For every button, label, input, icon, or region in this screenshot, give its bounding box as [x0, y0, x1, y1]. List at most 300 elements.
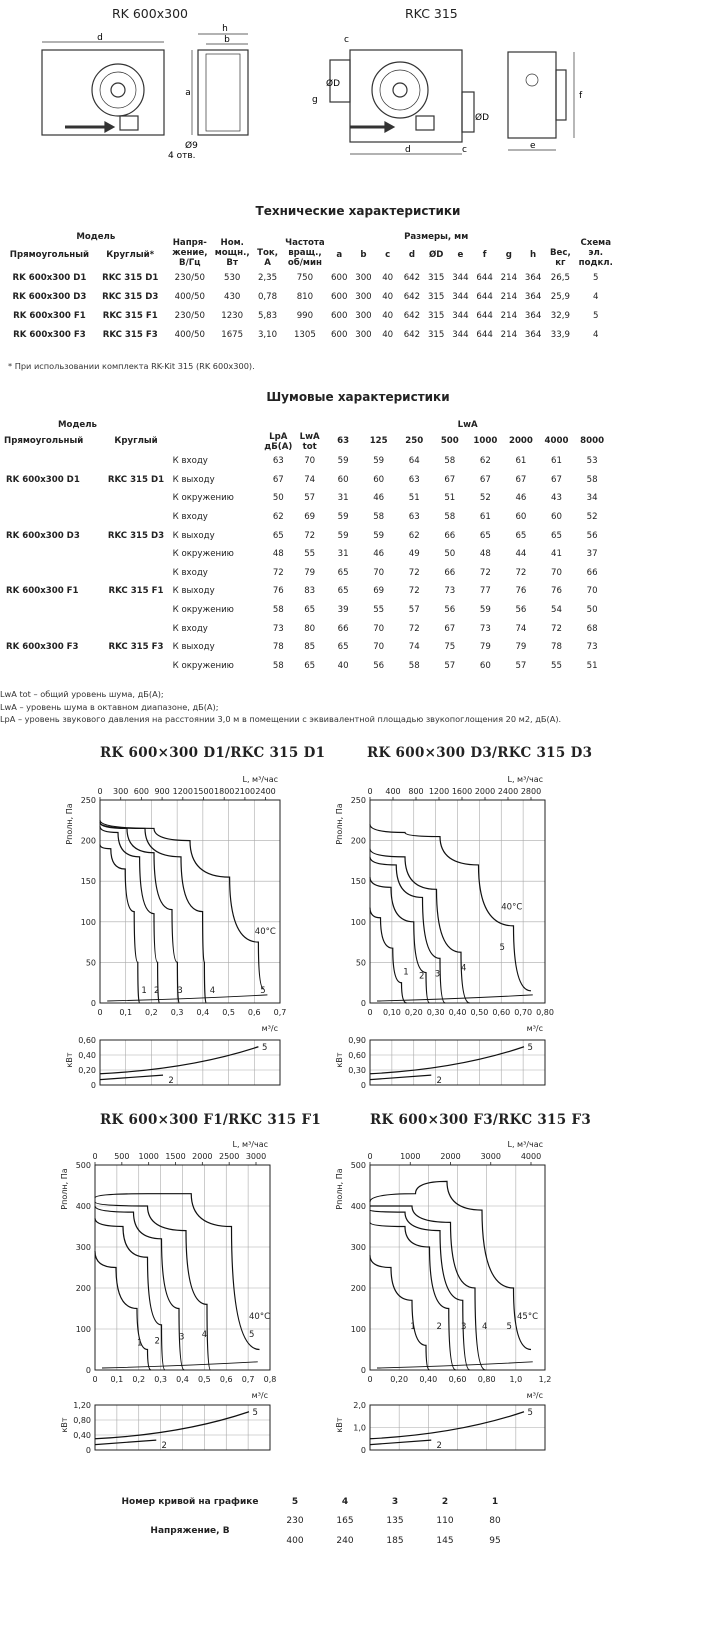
noise-cell: 74: [304, 474, 316, 485]
tech-h-power: Ном. мощн., Вт: [214, 238, 250, 268]
curve-num: 3: [391, 1497, 399, 1507]
x2-tick-label: 900: [154, 787, 170, 796]
noise-cell: 72: [479, 567, 491, 578]
y-tick-label: 300: [350, 1243, 366, 1252]
tech-cell: RKC 315 F3: [102, 329, 158, 340]
y-tick-label: 0: [360, 999, 366, 1008]
curve-num: 4: [341, 1497, 349, 1507]
tech-cell: 40: [382, 291, 394, 302]
x-tick-label: 0,2: [132, 1375, 146, 1384]
noise-cell: 69: [304, 512, 316, 523]
tech-h-dim-a: a: [336, 250, 343, 260]
power-y-tick-label: 0,30: [348, 1066, 366, 1075]
x-tick-label: 0: [367, 1375, 373, 1384]
curve-label: 3: [461, 1322, 467, 1332]
tech-h-dim-f: f: [482, 250, 487, 260]
noise-cell: RKC 315 F1: [108, 586, 164, 597]
y-tick-label: 0: [360, 1366, 366, 1375]
note-lwa: LwA – уровень шума в октавном диапазоне, дБ(А);: [0, 701, 219, 712]
noise-cell: 76: [272, 586, 284, 597]
noise-cell: К выходу: [172, 530, 215, 541]
voltage-value: 95: [489, 1536, 501, 1546]
x-tick-label: 0,20: [404, 1008, 423, 1017]
x2-tick-label: 1500: [193, 787, 214, 796]
curve-label: 1: [410, 1322, 416, 1332]
noise-cell: 67: [444, 623, 456, 634]
noise-cell: 70: [373, 623, 385, 634]
noise-cell: 66: [586, 567, 598, 578]
power-y-tick-label: 1,20: [73, 1401, 91, 1410]
curve-label: 4: [482, 1322, 488, 1332]
noise-cell: 48: [272, 549, 284, 560]
noise-cell: 50: [586, 605, 598, 616]
power-y-tick-label: 0: [360, 1446, 366, 1455]
tech-h-volt: Напря- жение, В/Гц: [172, 238, 208, 268]
noise-cell: 57: [304, 493, 316, 504]
noise-cell: 31: [337, 493, 349, 504]
noise-cell: 79: [515, 642, 527, 653]
tech-cell: 750: [296, 272, 314, 283]
noise-cell: 78: [551, 642, 562, 653]
noise-cell: 60: [373, 474, 385, 485]
tech-h-dim-b: b: [360, 250, 367, 260]
voltage-value: 80: [489, 1516, 501, 1526]
noise-cell: 74: [515, 623, 527, 634]
noise-cell: 51: [586, 660, 598, 671]
power-y-tick-label: 0: [90, 1081, 96, 1090]
power-y-tick-label: 0,60: [348, 1051, 366, 1060]
rk-dim-h: h: [222, 24, 228, 34]
power-y-axis-label: кВт: [60, 1417, 69, 1433]
noise-cell: 62: [272, 512, 284, 523]
noise-cell: 55: [551, 660, 562, 671]
fan-curve-1: [100, 845, 140, 1003]
tech-cell: 33,9: [550, 329, 570, 340]
noise-cell: 72: [515, 567, 527, 578]
tech-title: Технические характеристики: [255, 204, 461, 218]
curve-label: 3: [179, 1332, 185, 1343]
noise-cell: 63: [408, 474, 420, 485]
noise-cell: 72: [408, 567, 420, 578]
tech-cell: 32,9: [550, 310, 570, 321]
tech-cell: 4: [593, 329, 599, 340]
noise-cell: 39: [337, 605, 349, 616]
power-curve-2: [100, 1075, 163, 1080]
noise-cell: 67: [479, 474, 491, 485]
curve-label: 4: [209, 985, 216, 996]
tech-cell: 810: [296, 291, 314, 302]
curve-num: 1: [491, 1497, 499, 1507]
tech-cell: 230/50: [174, 310, 205, 321]
tech-cell: 300: [355, 291, 372, 302]
y-axis-label: Pполн, Па: [335, 803, 344, 845]
noise-cell: 31: [337, 549, 349, 560]
curve-label: 5: [260, 985, 266, 996]
tech-cell: 214: [500, 310, 518, 321]
rkc-dim-e: e: [530, 141, 536, 151]
voltage-value: 145: [436, 1536, 454, 1546]
noise-cell: 67: [515, 474, 527, 485]
noise-cell: 70: [551, 567, 562, 578]
power-curve-label: 2: [436, 1440, 442, 1451]
noise-h-f63: 63: [337, 436, 350, 446]
noise-cell: К выходу: [172, 586, 215, 597]
tech-cell: 642: [403, 310, 421, 321]
noise-h-lwa-tot: LwA tot: [299, 432, 320, 452]
tech-cell: 0,78: [257, 291, 278, 302]
tech-cell: 3,10: [257, 329, 278, 340]
noise-h-f1000: 1000: [473, 436, 498, 446]
x-tick-label: 0,4: [196, 1008, 210, 1017]
voltage-230-row: [110, 1511, 520, 1531]
noise-cell: 65: [337, 567, 349, 578]
x2-tick-label: 3000: [245, 1152, 267, 1161]
y-tick-label: 500: [75, 1161, 91, 1170]
fan-curve-3: [100, 822, 179, 1003]
tech-cell: RK 600x300 D1: [12, 272, 87, 283]
noise-cell: 49: [408, 549, 420, 560]
x2-tick-label: 4000: [520, 1152, 542, 1161]
noise-cell: 54: [551, 605, 562, 616]
x-tick-label: 0,50: [470, 1008, 489, 1017]
tech-cell: RKC 315 D1: [102, 272, 159, 283]
x2-tick-label: 2500: [218, 1152, 240, 1161]
power-curve-2: [95, 1440, 156, 1445]
curve-label: 3: [177, 985, 183, 996]
tech-cell: 530: [223, 272, 241, 283]
y-tick-label: 250: [350, 796, 366, 805]
noise-cell: 58: [444, 456, 456, 467]
power-curve-5: [370, 1412, 524, 1439]
noise-cell: 67: [551, 474, 562, 485]
fan-curve-2: [370, 1222, 456, 1370]
noise-h-lpa: LpA дБ(А): [264, 432, 293, 452]
y-tick-label: 400: [75, 1202, 91, 1211]
tech-cell: 1675: [221, 329, 244, 340]
tech-cell: 364: [524, 272, 542, 283]
rkc-dim-d1: ØD: [326, 79, 341, 89]
tech-cell: RK 600x300 F1: [13, 310, 86, 321]
tech-cell: 344: [452, 272, 469, 283]
power-curve-label: 2: [168, 1075, 174, 1086]
voltage-h-curve: Номер кривой на графике: [121, 1497, 259, 1507]
y-tick-label: 200: [75, 1284, 91, 1293]
x-tick-label: 0,2: [145, 1008, 158, 1017]
tech-cell: 430: [223, 291, 241, 302]
fan-curve-4: [95, 1202, 211, 1370]
x-tick-label: 0,7: [241, 1375, 255, 1384]
y-tick-label: 100: [350, 917, 366, 927]
curve-label: 4: [201, 1330, 208, 1341]
noise-cell: К окружению: [172, 660, 234, 671]
x-tick-label: 0,6: [247, 1008, 261, 1017]
curve-label: 2: [436, 1322, 442, 1332]
fan-curve-3: [370, 1210, 470, 1370]
tech-cell: 364: [524, 291, 542, 302]
voltage-value: 135: [386, 1516, 404, 1526]
noise-cell: 57: [444, 660, 456, 671]
fan-curve-2: [95, 1218, 165, 1370]
voltage-value: 185: [386, 1536, 404, 1546]
power-y-tick-label: 2,0: [353, 1401, 366, 1410]
power-curve-label: 5: [252, 1407, 258, 1418]
noise-cell: 58: [272, 605, 284, 616]
x2-tick-label: 2000: [192, 1152, 213, 1161]
noise-cell: 56: [444, 605, 456, 616]
x2-tick-label: 1000: [138, 1152, 159, 1161]
power-y-tick-label: 0,80: [73, 1416, 91, 1425]
noise-cell: 77: [479, 586, 491, 597]
noise-cell: 69: [373, 586, 385, 597]
power-curve-2: [370, 1075, 431, 1080]
temperature-label: 40°C: [249, 1311, 271, 1322]
y-tick-label: 400: [350, 1202, 366, 1211]
rkc-drawing-title: RKC 315: [405, 6, 458, 21]
tech-cell: 642: [403, 329, 421, 340]
voltage-value: 110: [436, 1516, 454, 1526]
noise-cell: 78: [272, 642, 284, 653]
tech-cell: 644: [476, 272, 493, 283]
fan-curve-1: [95, 1251, 151, 1370]
power-y-tick-label: 0,40: [73, 1431, 91, 1440]
rk-drawing-title: RK 600x300: [112, 6, 188, 21]
curve-label: 1: [141, 985, 147, 996]
noise-cell: RK 600x300 F1: [6, 586, 79, 597]
noise-cell: 60: [551, 512, 562, 523]
noise-cell: 67: [444, 474, 456, 485]
tech-cell: RK 600x300 F3: [13, 329, 86, 340]
tech-h-dims: Размеры, мм: [404, 232, 469, 242]
noise-cell: 70: [373, 642, 385, 653]
noise-cell: 59: [373, 530, 385, 541]
noise-cell: 51: [444, 493, 456, 504]
noise-cell: 65: [515, 530, 527, 541]
x2-tick-label: 1000: [400, 1152, 421, 1161]
y-tick-label: 50: [85, 958, 96, 968]
noise-cell: 58: [408, 660, 420, 671]
y-axis-label: Pполн, Па: [60, 1168, 69, 1210]
power-y-tick-label: 0,20: [78, 1066, 96, 1075]
x-tick-label: 0,1: [119, 1008, 133, 1017]
x-tick-label: 0: [92, 1375, 98, 1384]
noise-cell: 73: [586, 642, 598, 653]
tech-cell: 40: [382, 329, 394, 340]
x2-tick-label: 300: [113, 787, 129, 796]
x-tick-label: 0,7: [273, 1008, 287, 1017]
fan-curve-2: [370, 877, 430, 1003]
power-y-axis-label: кВт: [335, 1417, 344, 1433]
noise-cell: 56: [586, 530, 598, 541]
power-y-axis-label: кВт: [65, 1052, 74, 1068]
noise-cell: К выходу: [172, 474, 215, 485]
tech-cell: RKC 315 F1: [102, 310, 158, 321]
noise-cell: 63: [408, 512, 420, 523]
x2-axis-label: L, м³/час: [507, 775, 543, 784]
x2-tick-label: 500: [114, 1152, 130, 1161]
noise-cell: 66: [444, 530, 456, 541]
chart-f3-title: RK 600×300 F3/RKC 315 F3: [370, 1112, 592, 1128]
noise-cell: 80: [304, 623, 316, 634]
noise-h-f250: 250: [405, 436, 424, 446]
tech-h-rect: Прямоугольный: [9, 250, 90, 260]
temperature-label: 40°C: [254, 926, 276, 937]
curve-label: 1: [137, 1338, 143, 1349]
noise-cell: 44: [515, 549, 527, 560]
x-tick-label: 0: [97, 1008, 103, 1017]
noise-cell: 65: [479, 530, 491, 541]
curve-label: 2: [419, 971, 425, 982]
noise-cell: RK 600x300 F3: [6, 642, 79, 653]
noise-cell: 59: [479, 605, 491, 616]
noise-cell: 56: [373, 660, 385, 671]
y-tick-label: 100: [80, 917, 96, 927]
noise-cell: 62: [479, 456, 491, 467]
noise-cell: 55: [373, 605, 385, 616]
noise-cell: 61: [551, 456, 562, 467]
tech-cell: 1230: [221, 310, 244, 321]
system-curve: [107, 995, 267, 1001]
noise-cell: 50: [444, 549, 456, 560]
x2-tick-label: 2000: [440, 1152, 461, 1161]
rk-dim-d: d: [97, 33, 103, 43]
chart-d1-title: RK 600×300 D1/RKC 315 D1: [100, 745, 326, 761]
x2-axis-label: L, м³/час: [242, 775, 278, 784]
chart-f1-title: RK 600×300 F1/RKC 315 F1: [100, 1112, 322, 1128]
tech-h-weight: Вес, кг: [549, 248, 571, 268]
y-tick-label: 100: [75, 1325, 91, 1334]
tech-h-current: Ток, А: [257, 248, 278, 268]
tech-cell: 315: [427, 329, 445, 340]
tech-cell: 600: [331, 329, 348, 340]
x-tick-label: 0,6: [219, 1375, 233, 1384]
x-tick-label: 0,8: [263, 1375, 277, 1384]
noise-cell: 57: [515, 660, 527, 671]
x2-tick-label: 2800: [520, 787, 542, 796]
tech-cell: 644: [476, 310, 493, 321]
rkc-dim-f: f: [579, 91, 583, 101]
x-tick-label: 0,40: [419, 1375, 438, 1384]
noise-cell: 59: [337, 456, 349, 467]
tech-cell: 600: [331, 291, 348, 302]
rk-dim-hole: Ø9: [185, 141, 198, 151]
chart-d3-title: RK 600×300 D3/RKC 315 D3: [367, 745, 593, 761]
x-tick-label: 0,5: [198, 1375, 211, 1384]
x-axis-label: м³/с: [526, 1024, 543, 1033]
x-tick-label: 0,60: [492, 1008, 511, 1017]
y-tick-label: 250: [80, 796, 96, 805]
tech-cell: 1305: [293, 329, 316, 340]
tech-cell: 344: [452, 291, 469, 302]
temperature-label: 40°C: [501, 902, 523, 913]
rk-dim-b: b: [224, 35, 230, 45]
tech-cell: 40: [382, 310, 394, 321]
noise-cell: RK 600x300 D3: [6, 530, 80, 541]
x2-tick-label: 1200: [428, 787, 450, 796]
noise-cell: К выходу: [172, 642, 215, 653]
power-y-tick-label: 0,60: [78, 1036, 96, 1045]
tech-cell: 300: [355, 310, 372, 321]
noise-cell: 55: [304, 549, 316, 560]
noise-cell: 65: [337, 642, 349, 653]
tech-cell: 600: [331, 272, 348, 283]
voltage-curve-row: [110, 1493, 520, 1511]
noise-cell: 65: [304, 605, 316, 616]
tech-cell: 600: [331, 310, 348, 321]
power-y-tick-label: 1,0: [353, 1423, 366, 1433]
rkc-dim-c: c: [344, 35, 349, 45]
noise-cell: 60: [337, 474, 349, 485]
y-tick-label: 500: [350, 1161, 366, 1170]
noise-cell: 40: [337, 660, 349, 671]
power-curve-label: 2: [161, 1440, 167, 1451]
fan-curve-1: [370, 1255, 430, 1370]
noise-cell: 73: [479, 623, 491, 634]
tech-cell: 25,9: [550, 291, 570, 302]
noise-cell: 72: [408, 586, 420, 597]
noise-cell: 79: [479, 642, 491, 653]
tech-cell: 214: [500, 329, 518, 340]
tech-cell: 400/50: [174, 329, 205, 340]
tech-cell: 214: [500, 272, 518, 283]
noise-cell: 46: [515, 493, 527, 504]
noise-cell: 65: [551, 530, 562, 541]
tech-h-round: Круглый*: [106, 250, 155, 260]
noise-h-f2000: 2000: [508, 436, 533, 446]
x2-tick-label: 800: [408, 787, 424, 796]
curve-label: 5: [506, 1322, 512, 1332]
noise-cell: 41: [551, 549, 562, 560]
noise-cell: 52: [479, 493, 491, 504]
x2-tick-label: 2400: [255, 787, 276, 796]
voltage-value: 400: [286, 1536, 304, 1546]
x-tick-label: 0,80: [536, 1008, 554, 1017]
x2-axis-label: L, м³/час: [232, 1140, 268, 1149]
tech-h-model: Модель: [76, 232, 116, 242]
y-axis-label: Pполн, Па: [335, 1168, 344, 1210]
tech-cell: 5: [593, 310, 599, 321]
tech-footnote: * При использовании комплекта RK-Kit 315 (RK 600x300).: [8, 361, 255, 371]
noise-cell: 37: [586, 549, 598, 560]
tech-cell: RKC 315 D3: [102, 291, 159, 302]
noise-cell: 70: [304, 456, 316, 467]
x-tick-label: 0,40: [448, 1008, 467, 1017]
power-y-tick-label: 0: [85, 1446, 91, 1455]
tech-cell: 990: [296, 310, 314, 321]
tech-cell: 364: [524, 310, 542, 321]
rkc-dim-d: d: [405, 145, 411, 155]
tech-h-dim-c: c: [385, 250, 391, 260]
noise-cell: 72: [551, 623, 562, 634]
x2-tick-label: 0: [97, 787, 103, 796]
tech-cell: 5,83: [257, 310, 278, 321]
y-tick-label: 50: [355, 958, 366, 968]
x2-tick-label: 1800: [214, 787, 235, 796]
tech-cell: 644: [476, 291, 493, 302]
x-axis-label: м³/с: [261, 1024, 278, 1033]
tech-cell: 642: [403, 272, 421, 283]
x-tick-label: 0,20: [390, 1375, 409, 1384]
noise-cell: 48: [479, 549, 491, 560]
noise-cell: 64: [408, 456, 420, 467]
noise-cell: 65: [272, 530, 284, 541]
tech-h-dim-d: d: [408, 250, 415, 260]
voltage-h-voltage: Напряжение, В: [150, 1526, 230, 1536]
power-y-tick-label: 0,90: [348, 1036, 366, 1045]
noise-cell: 73: [444, 586, 456, 597]
noise-title: Шумовые характеристики: [266, 390, 450, 404]
noise-cell: 56: [515, 605, 527, 616]
x2-tick-label: 2000: [474, 787, 496, 796]
